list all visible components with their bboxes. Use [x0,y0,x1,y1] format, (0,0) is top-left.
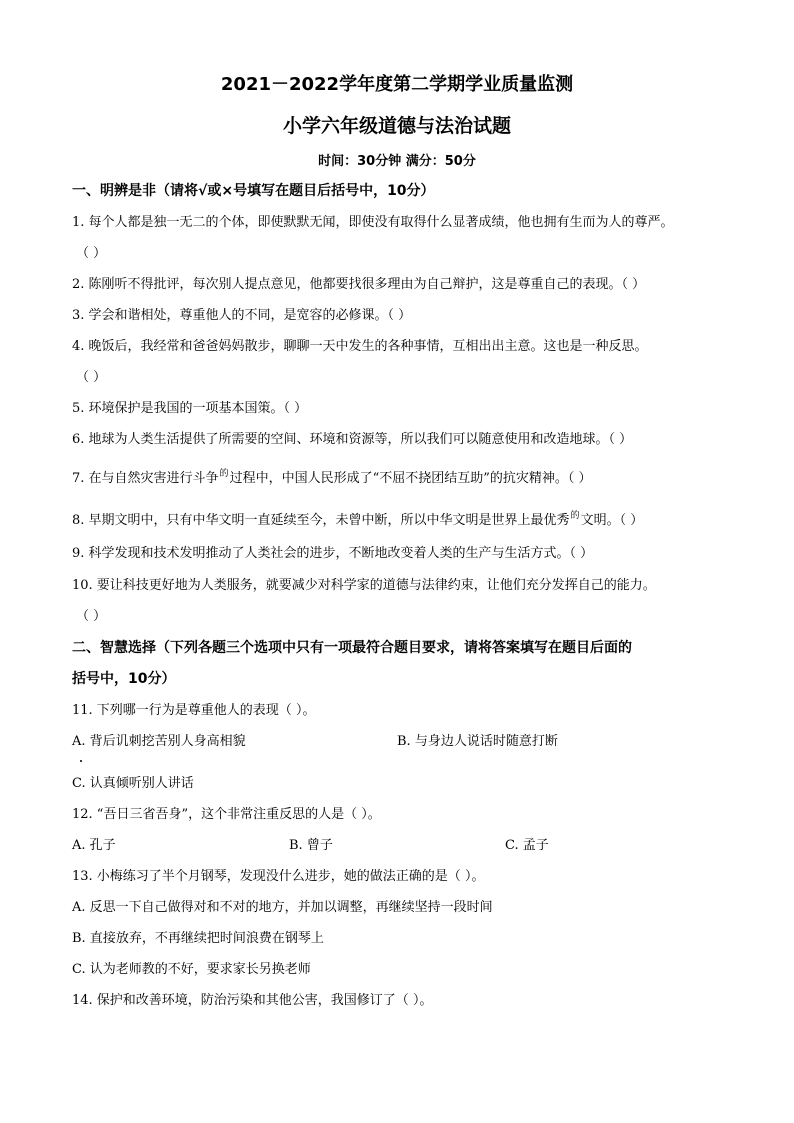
question-2: 2. 陈刚听不得批评，每次别人提点意见，他都要找很多理由为自己辩护，这是尊重自己的表现。（ ） [72,277,646,292]
question-7 [72,470,592,489]
section2-heading-line1: 二、智慧选择（下列各题三个选项中只有一项最符合题目要求，请将答案填写在题目后面的 [72,640,632,656]
question-11: 11. 下列哪一行为是尊重他人的表现（ ）。 [72,703,316,718]
exam-subtitle: 小学六年级道德与法治试题 [282,115,511,137]
question-4-answer: （ ） [76,370,107,385]
question-11-option-b: B. 与身边人说话时随意打断 [397,734,558,749]
question-12-option-a: A. 孔子 [72,838,116,853]
question-10: 10. 要让科技更好地为人类服务，就要减少对科学家的道德与法律约束，让他们充分发挥自己的能力。 [72,578,656,593]
question-8 [72,512,643,531]
question-7-part1: 7. 在与自然灾害进行斗争 [72,471,219,486]
question-6: 6. 地球为人类生活提供了所需要的空间、环境和资源等，所以我们可以随意使用和改造地球。（ ） [72,432,633,447]
question-9: 9. 科学发现和技术发明推动了人类社会的进步，不断地改变着人类的生产与生活方式。（ ） [72,546,594,561]
question-3: 3. 学会和谐相处，尊重他人的不同，是宽容的必修课。（ ） [72,308,412,323]
question-8-part2: 文明。（ ） [580,513,644,528]
question-1: 1. 每个人都是独一无二的个体，即使默默无闻，即使没有取得什么显著成绩，他也拥有生而为人的尊严。 [72,215,674,230]
question-8-part1: 8. 早期文明中，只有中华文明一直延续至今，未曾中断，所以中华文明是世界上最优秀 [72,513,570,528]
exam-title: 2021－2022学年度第二学期学业质量监测 [220,74,574,95]
exam-info: 时间：30分钟 满分：50分 [318,154,476,169]
question-13-option-b: B. 直接放弃，不再继续把时间浪费在钢琴上 [72,931,324,946]
question-8-insert: 的 [570,511,580,521]
question-7-part2: 过程中，中国人民形成了“不屈不挠团结互助”的抗灾精神。（ ） [229,471,592,486]
question-4: 4. 晚饭后，我经常和爸爸妈妈散步，聊聊一天中发生的各种事情，互相出出主意。这也是一种反思。 [72,339,648,354]
section2-heading-line2: 括号中，10分） [72,671,176,687]
question-10-answer: （ ） [76,609,107,624]
question-13-option-a: A. 反思一下自己做得对和不对的地方，并加以调整，再继续坚持一段时间 [72,900,493,915]
question-12: 12. “吾日三省吾身”，这个非常注重反思的人是（ ）。 [72,807,381,822]
question-13: 13. 小梅练习了半个月钢琴，发现没什么进步，她的做法正确的是（ ）。 [72,869,485,884]
question-13-option-c: C. 认为老师教的不好，要求家长另换老师 [72,962,311,977]
question-12-option-c: C. 孟子 [505,838,549,853]
question-11-option-a: A. 背后讥刺挖苦别人身高相貌 [72,734,246,749]
section1-heading: 一、明辨是非（请将√或×号填写在题目后括号中，10分） [72,183,435,199]
question-1-answer: （ ） [76,246,107,261]
question-5: 5. 环境保护是我国的一项基本国策。（ ） [72,401,308,416]
question-11-option-c: C. 认真倾听别人讲话 [72,776,194,791]
question-14: 14. 保护和改善环境，防治污染和其他公害，我国修订了（ ）。 [72,993,433,1008]
question-7-insert: 的 [219,469,229,479]
question-12-option-b: B. 曾子 [289,838,333,853]
stray-mark [80,760,82,762]
